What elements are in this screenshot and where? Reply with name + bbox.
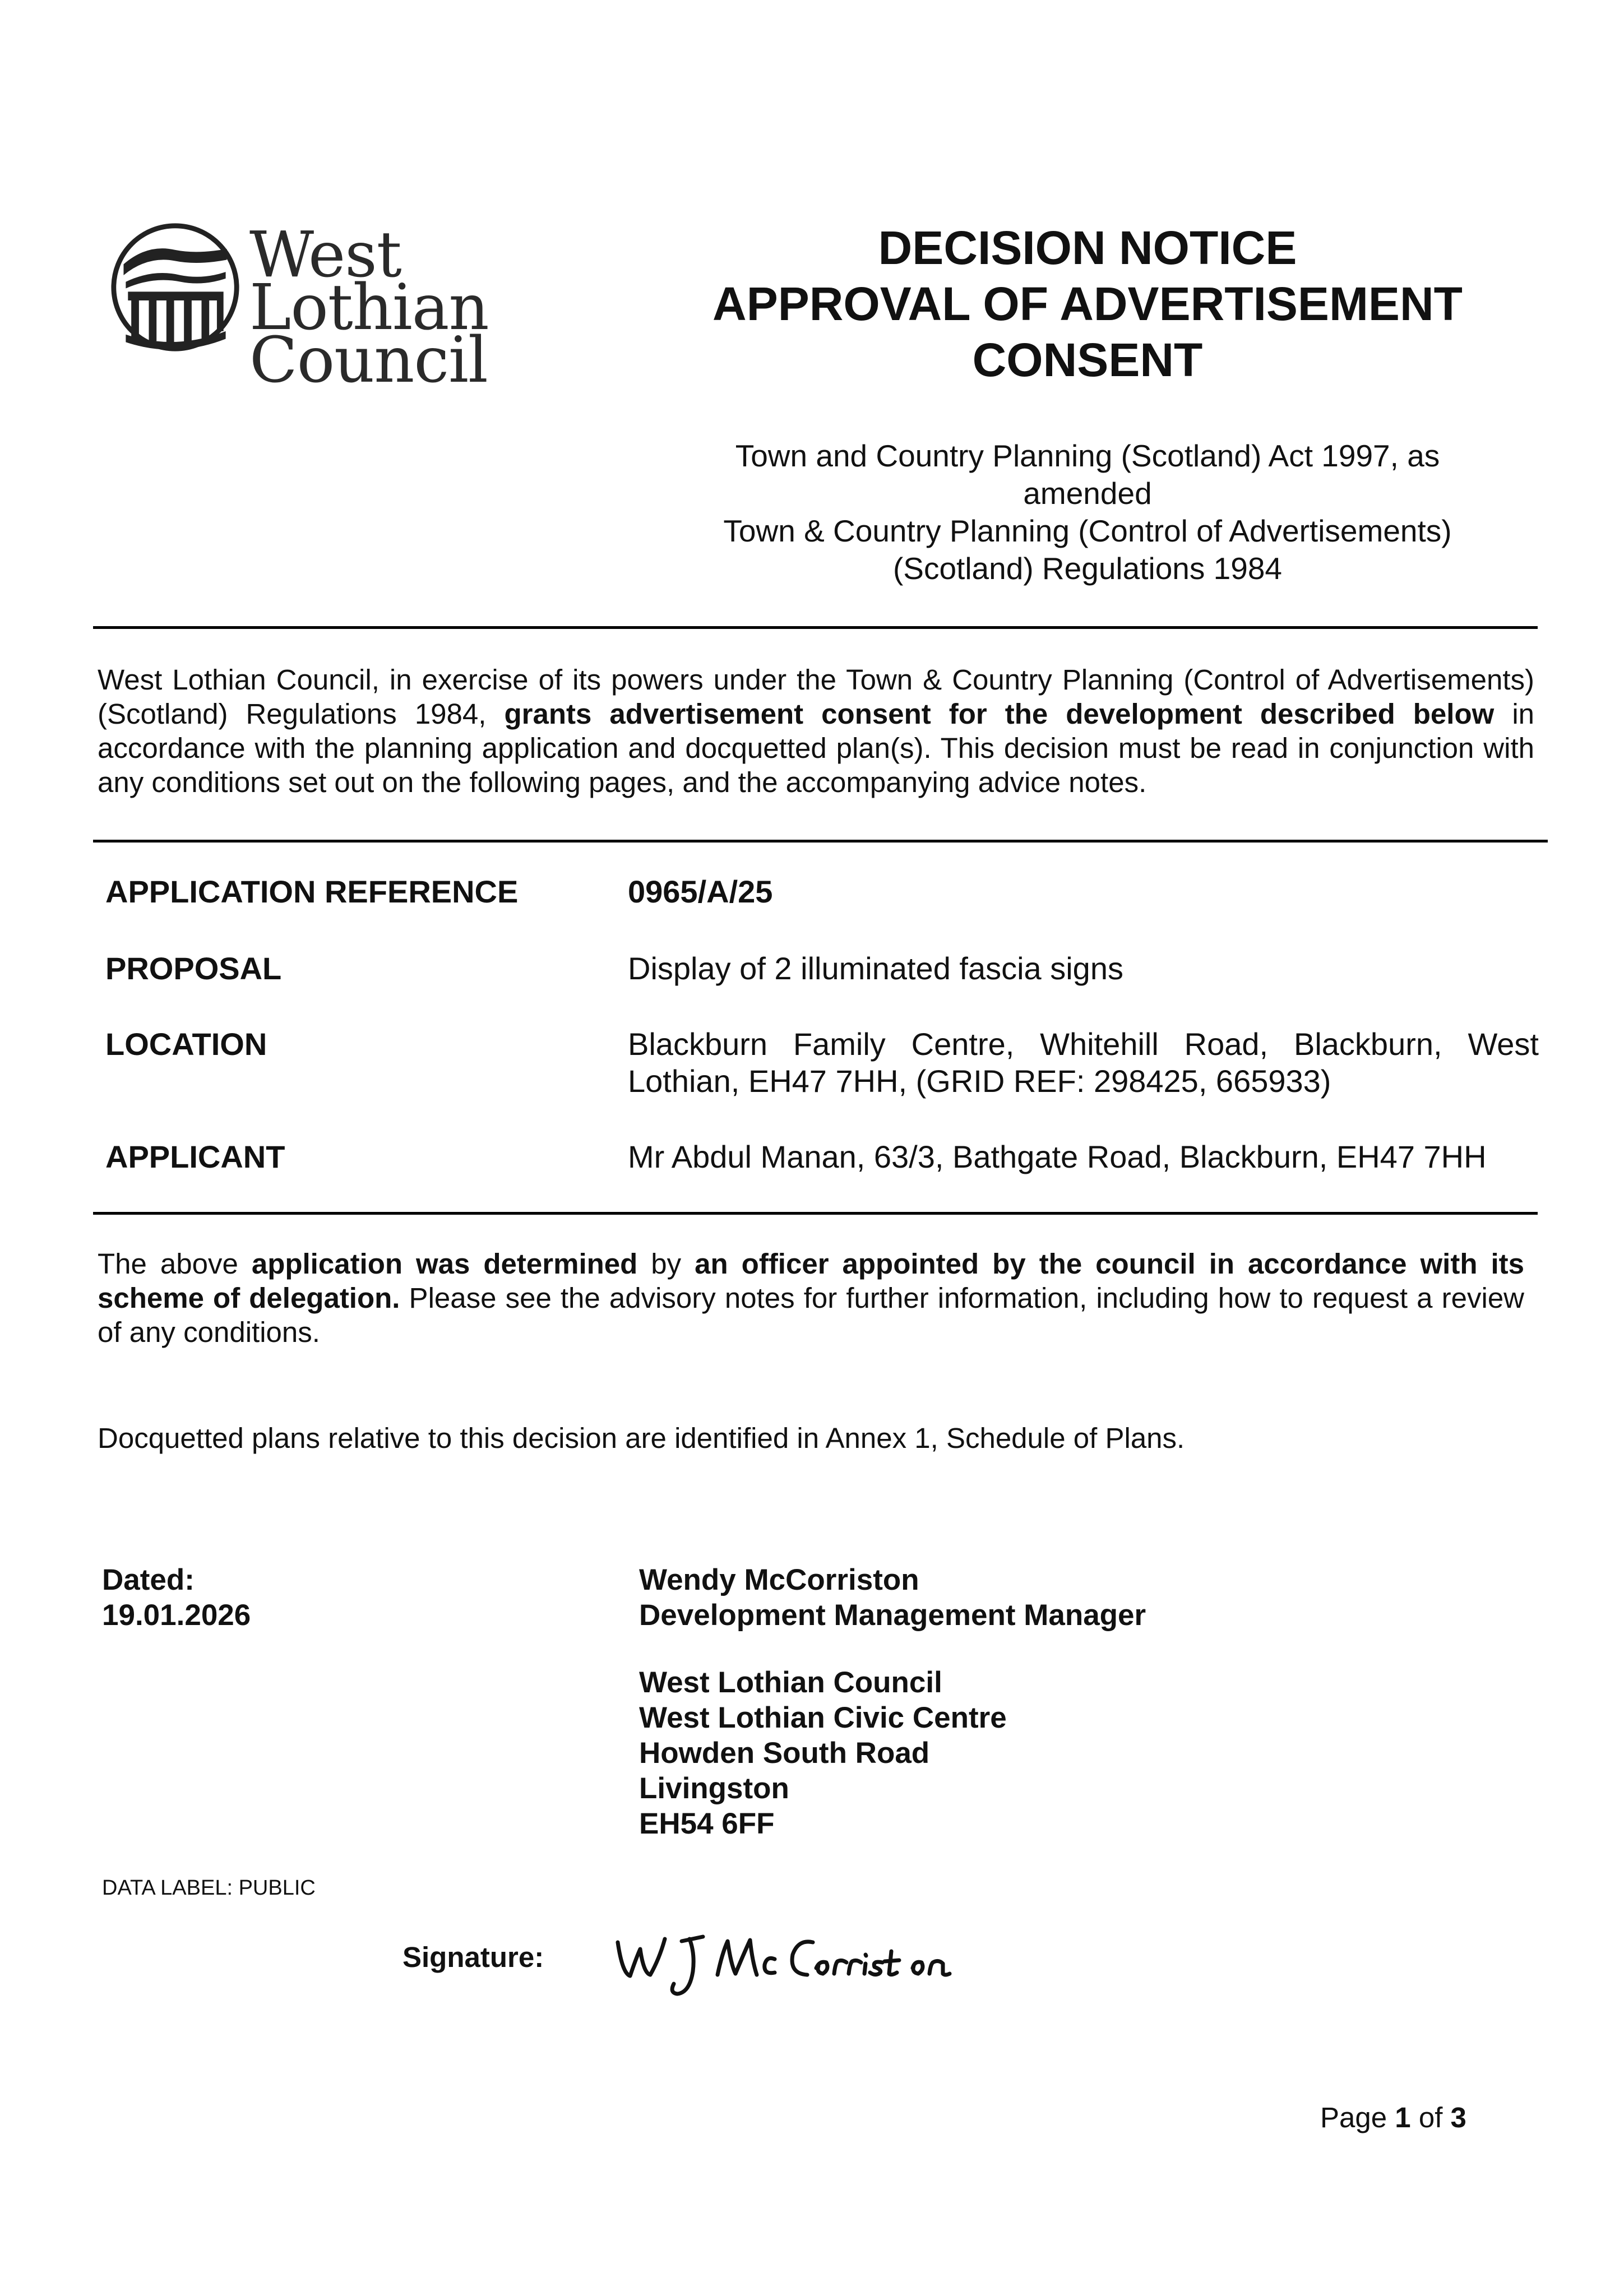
page-number: Page 1 of 3 (1320, 2101, 1466, 2133)
officer-name: Wendy McCorriston (639, 1563, 919, 1596)
proposal-value: Display of 2 illuminated fascia signs (628, 951, 1123, 986)
divider-details-top (93, 840, 1548, 843)
act-line-3: Town & Country Planning (Control of Advertisements) (723, 513, 1452, 548)
council-logo (109, 219, 603, 397)
date-block (102, 1562, 251, 1633)
reference-value: 0965/A/25 (628, 874, 773, 909)
proposal-label: PROPOSAL (105, 951, 282, 986)
address-line-5: EH54 6FF (639, 1807, 775, 1840)
legislation-block (645, 437, 1530, 587)
divider-top (93, 626, 1538, 629)
council-address (639, 1665, 1007, 1841)
determination-paragraph: The above application was determined by an officer appointed by the council in accordance with its scheme of delegation. Please see the advisory notes for further information, including how to request a review of any conditions. (98, 1248, 1525, 1348)
address-line-4: Livingston (639, 1772, 789, 1805)
address-line-2: West Lothian Civic Centre (639, 1701, 1007, 1734)
title-line-1: DECISION NOTICE (878, 221, 1297, 274)
data-classification-label: DATA LABEL: PUBLIC (102, 1876, 316, 1900)
address-line-3: Howden South Road (639, 1737, 930, 1770)
logo-line-1: West Lothian (249, 219, 489, 344)
applicant-label: APPLICANT (105, 1139, 285, 1174)
address-line-1: West Lothian Council (639, 1666, 942, 1699)
act-line-1: Town and Country Planning (Scotland) Act 1997, as (735, 438, 1440, 473)
location-value: Blackburn Family Centre, Whitehill Road, Blackburn, West Lothian, EH47 7HH, (GRID REF: 298425, 665933) (628, 1026, 1539, 1099)
reference-label: APPLICATION REFERENCE (105, 874, 519, 909)
consent-statement: grants advertisement consent for the development described below (504, 698, 1495, 730)
logo-line-2: Council (249, 324, 488, 397)
title-line-3: CONSENT (972, 334, 1203, 386)
divider-details-bottom (93, 1212, 1538, 1215)
dated-value: 19.01.2026 (102, 1599, 251, 1632)
officer-block (639, 1562, 1146, 1633)
notice-title (645, 220, 1530, 388)
logo-wordmark (249, 219, 603, 397)
applicant-value: Mr Abdul Manan, 63/3, Bathgate Road, Blackburn, EH47 7HH (628, 1139, 1487, 1174)
intro-paragraph: West Lothian Council, in exercise of its powers under the Town & Country Planning (Control of Advertisements) (Scotland) Regulations 1984, grants advertisement consent for the development described below in accordance with the planning application and docquetted plan(s). This decision must be read in conjunction with any conditions set out on the following pages, and the accompanying advice notes. (98, 664, 1535, 798)
handwritten-signature (611, 1920, 1037, 1998)
act-line-2: amended (1023, 476, 1152, 511)
dated-label: Dated: (102, 1563, 195, 1596)
docquetted-plans-note: Docquetted plans relative to this decision are identified in Annex 1, Schedule of Plans. (98, 1422, 1185, 1454)
signature-label: Signature: (402, 1941, 544, 1973)
location-label: LOCATION (105, 1026, 267, 1062)
act-line-4: (Scotland) Regulations 1984 (892, 551, 1283, 586)
title-line-2: APPROVAL OF ADVERTISEMENT (712, 277, 1463, 330)
officer-role: Development Management Manager (639, 1599, 1146, 1632)
viaduct-emblem-icon (109, 221, 241, 353)
